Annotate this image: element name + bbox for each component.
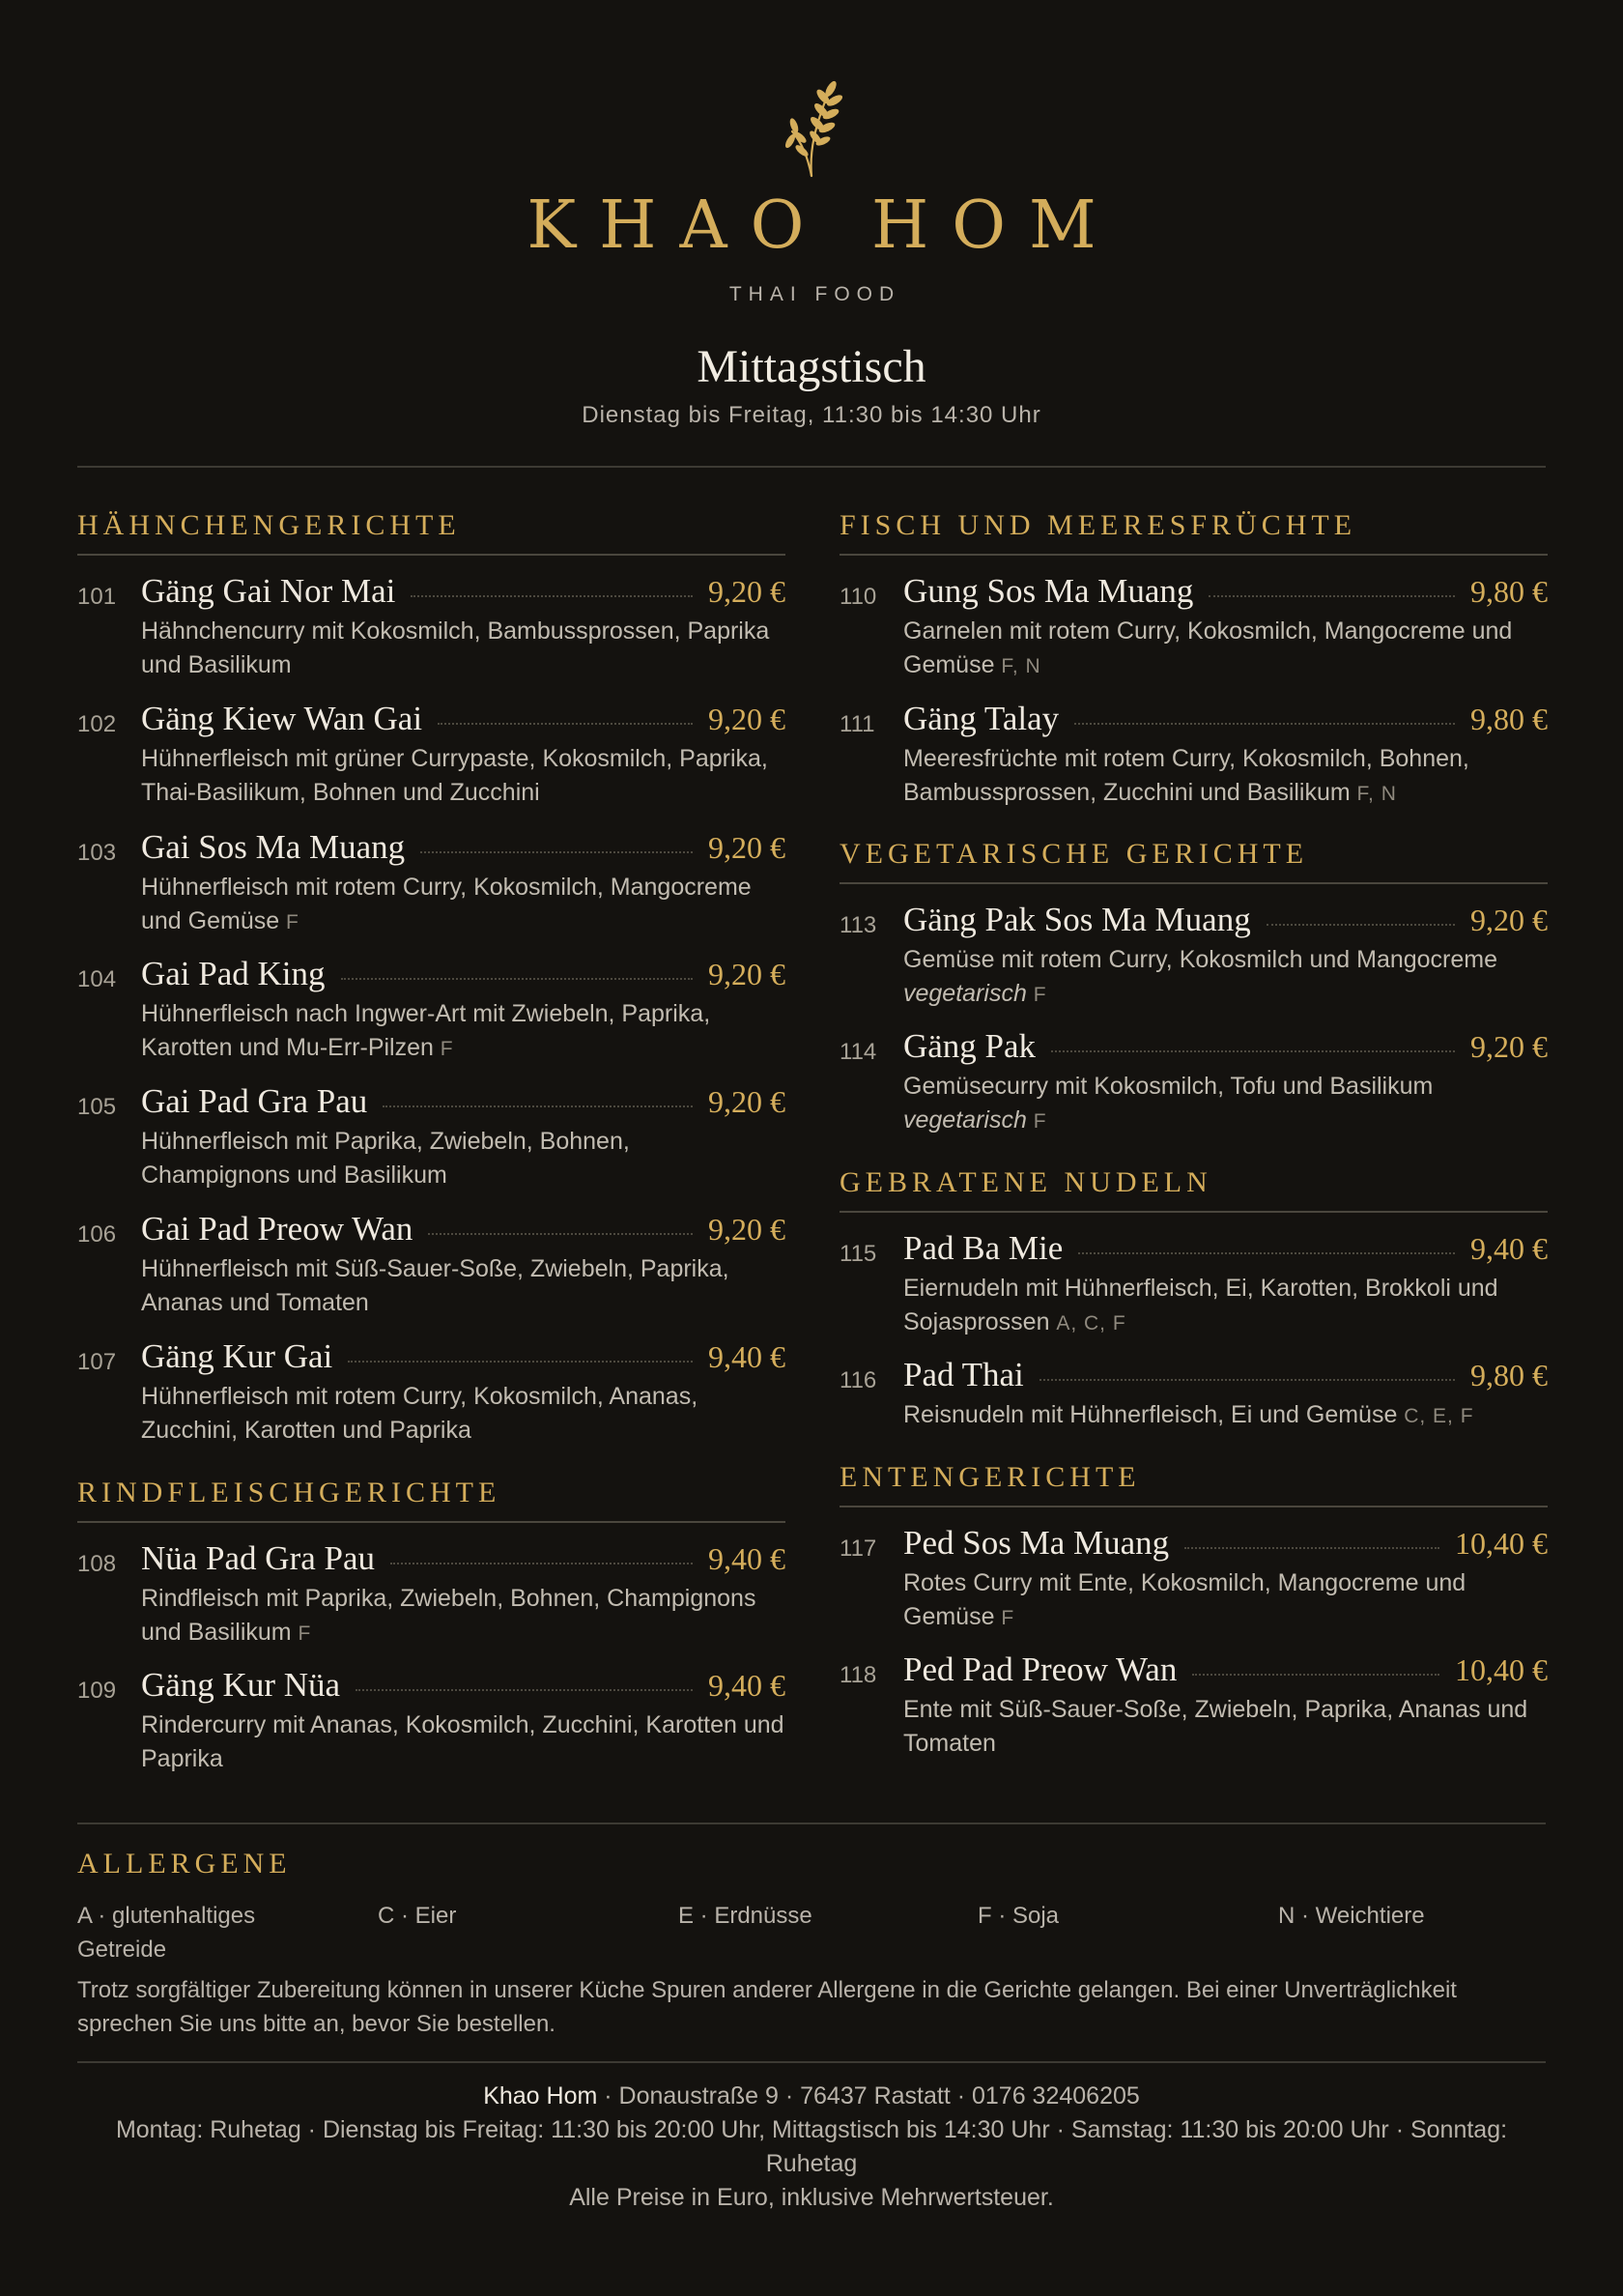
section-divider (77, 1521, 785, 1523)
item-name: Gai Pad King (141, 955, 326, 992)
item-name: Gäng Pak Sos Ma Muang (903, 901, 1251, 938)
dot-leader (1051, 1050, 1455, 1052)
item-name: Gäng Pak (903, 1027, 1037, 1065)
item-name: Gäng Talay (903, 700, 1060, 737)
item-name: Gäng Gai Nor Mai (141, 572, 396, 610)
item-allergens: F (994, 1607, 1015, 1629)
item-number: 111 (840, 711, 875, 737)
item-description (141, 997, 785, 1066)
item-description (903, 1693, 1548, 1762)
item-price: 9,40 € (1470, 1231, 1548, 1266)
item-name: Gäng Kiew Wan Gai (141, 700, 423, 737)
item-price: 9,40 € (708, 1541, 785, 1576)
item-allergens: F (1026, 984, 1047, 1006)
brand-tagline: THAI FOOD (728, 283, 901, 305)
dot-leader (1078, 1252, 1455, 1254)
item-name: Pad Ba Mie (903, 1229, 1064, 1267)
item-description-text: Eiernudeln mit Hühnerfleisch, Ei, Karotten, Brokkoli und Sojasprossen (903, 1275, 1498, 1335)
item-allergens: A, C, F (1049, 1312, 1126, 1335)
item-price: 9,80 € (1470, 574, 1548, 609)
item-price: 10,40 € (1455, 1652, 1548, 1687)
item-number: 113 (840, 912, 877, 938)
brand-name: KHAO HOM (527, 187, 1120, 264)
item-price: 9,20 € (708, 957, 785, 991)
item-description (141, 1582, 785, 1650)
item-diet-note: vegetarisch (903, 1106, 1027, 1134)
item-price: 9,20 € (1470, 903, 1548, 937)
item-price: 9,20 € (708, 1084, 785, 1119)
item-price: 9,80 € (1470, 1358, 1548, 1392)
item-number: 109 (77, 1678, 117, 1704)
item-description-text: Rindfleisch mit Paprika, Zwiebeln, Bohnen, Champignons und Basilikum (141, 1585, 756, 1646)
item-allergens: F (291, 1622, 312, 1645)
section-divider (840, 554, 1548, 556)
item-description (141, 742, 785, 811)
section-title-veg: VEGETARISCHE GERICHTE (840, 838, 1309, 870)
item-description (903, 1398, 1548, 1433)
item-price: 9,20 € (708, 830, 785, 865)
item-description (141, 1708, 785, 1777)
business-name: Khao Hom (483, 2082, 598, 2109)
section-divider (840, 1506, 1548, 1507)
item-price: 9,40 € (708, 1668, 785, 1703)
dot-leader (356, 1689, 693, 1691)
item-number: 116 (840, 1367, 877, 1393)
allergen-entry: N · Weichtiere (1278, 1903, 1425, 1929)
item-description-text: Ente mit Süß-Sauer-Soße, Zwiebeln, Paprika, Ananas und Tomaten (903, 1696, 1528, 1757)
item-number: 103 (77, 840, 117, 866)
item-number: 118 (840, 1662, 877, 1688)
item-name: Nüa Pad Gra Pau (141, 1539, 376, 1577)
section-divider (840, 882, 1548, 884)
section-title-beef: RINDFLEISCHGERICHTE (77, 1477, 501, 1508)
allergen-entry: F · Soja (978, 1903, 1060, 1929)
item-price: 9,40 € (708, 1339, 785, 1374)
item-number: 115 (840, 1241, 877, 1267)
dot-leader (438, 723, 693, 725)
section-divider (77, 554, 785, 556)
allergen-entry: E · Erdnüsse (678, 1903, 812, 1929)
item-description-text: Hühnerfleisch mit grüner Currypaste, Kokosmilch, Paprika, Thai-Basilikum, Bohnen und Zucchini (141, 745, 768, 806)
item-price: 9,20 € (708, 702, 785, 736)
item-name: Ped Pad Preow Wan (903, 1650, 1178, 1688)
allergen-entry: A · glutenhaltiges Getreide (77, 1903, 256, 1963)
item-price: 9,20 € (708, 1212, 785, 1247)
item-description (903, 742, 1548, 811)
item-name: Gai Pad Gra Pau (141, 1082, 368, 1120)
item-allergens: C, E, F (1397, 1405, 1474, 1427)
item-description (141, 1380, 785, 1449)
dot-leader (348, 1361, 693, 1363)
item-description-text: Gemüsecurry mit Kokosmilch, Tofu und Basilikum (903, 1073, 1434, 1100)
item-description (903, 615, 1548, 683)
footer-price-note: Alle Preise in Euro, inklusive Mehrwertsteuer. (569, 2184, 1054, 2211)
item-name: Gäng Kur Gai (141, 1337, 333, 1375)
item-allergens: F (279, 911, 299, 933)
item-name: Ped Sos Ma Muang (903, 1524, 1170, 1562)
dot-leader (341, 978, 693, 980)
item-price: 10,40 € (1455, 1526, 1548, 1561)
dot-leader (1209, 595, 1455, 597)
item-description-text: Rindercurry mit Ananas, Kokosmilch, Zucchini, Karotten und Paprika (141, 1711, 784, 1772)
header-divider (77, 466, 1546, 468)
item-allergens: F, N (994, 655, 1041, 677)
allergens-title: ALLERGENE (77, 1848, 292, 1880)
item-name: Gai Pad Preow Wan (141, 1210, 413, 1248)
footer-divider (77, 2061, 1546, 2063)
item-allergens: F, N (1350, 783, 1397, 805)
item-description-text: Hähnchencurry mit Kokosmilch, Bambussprossen, Paprika und Basilikum (141, 617, 770, 678)
item-allergens: F (433, 1038, 454, 1060)
section-title-noodles: GEBRATENE NUDELN (840, 1166, 1212, 1198)
item-description (141, 615, 785, 683)
item-description-text: Rotes Curry mit Ente, Kokosmilch, Mangocreme und Gemüse (903, 1569, 1466, 1630)
item-description (903, 1566, 1548, 1635)
item-number: 117 (840, 1535, 877, 1562)
item-description (903, 1070, 1548, 1138)
section-title-chicken: HÄHNCHENGERICHTE (77, 509, 461, 541)
item-description-text: Hühnerfleisch mit Paprika, Zwiebeln, Bohnen, Champignons und Basilikum (141, 1128, 630, 1189)
item-description-text: Hühnerfleisch nach Ingwer-Art mit Zwiebeln, Paprika, Karotten und Mu-Err-Pilzen (141, 1000, 711, 1061)
item-description (141, 871, 785, 939)
item-name: Pad Thai (903, 1356, 1024, 1393)
address-text: · Donaustraße 9 · 76437 Rastatt · 0176 32406205 (597, 2082, 1140, 2109)
allergen-entry: C · Eier (378, 1903, 457, 1929)
item-number: 110 (840, 584, 877, 610)
logo (0, 75, 1623, 182)
item-description-text: Hühnerfleisch mit Süß-Sauer-Soße, Zwiebeln, Paprika, Ananas und Tomaten (141, 1255, 729, 1316)
footer-hours: Montag: Ruhetag · Dienstag bis Freitag: 11:30 bis 20:00 Uhr, Mittagstisch bis 14:30 Uhr · Samstag: 11:30 bis 20:00 Uhr · Sonntag: Ruhetag (115, 2116, 1508, 2177)
item-description-text: Hühnerfleisch mit rotem Curry, Kokosmilch, Mangocreme und Gemüse (141, 874, 752, 934)
item-description-text: Meeresfrüchte mit rotem Curry, Kokosmilch, Bohnen, Bambussprossen, Zucchini und Basilikum (903, 745, 1469, 806)
dot-leader (1267, 924, 1455, 926)
dot-leader (383, 1105, 693, 1107)
item-number: 106 (77, 1221, 117, 1248)
item-number: 104 (77, 966, 117, 992)
item-price: 9,20 € (708, 574, 785, 609)
item-name: Gung Sos Ma Muang (903, 572, 1194, 610)
item-name: Gäng Kur Nüa (141, 1666, 341, 1704)
item-number: 105 (77, 1094, 117, 1120)
item-description (903, 1272, 1548, 1340)
item-number: 108 (77, 1551, 117, 1577)
item-number: 107 (77, 1349, 117, 1375)
item-number: 114 (840, 1039, 877, 1065)
dot-leader (1192, 1674, 1439, 1676)
dot-leader (1184, 1547, 1439, 1549)
item-diet-note: vegetarisch (903, 980, 1027, 1007)
section-title-fish: FISCH UND MEERESFRÜCHTE (840, 509, 1357, 541)
page-subtitle: Dienstag bis Freitag, 11:30 bis 14:30 Uhr (582, 402, 1041, 428)
dot-leader (1039, 1379, 1455, 1381)
item-price: 9,20 € (1470, 1029, 1548, 1064)
item-allergens: F (1026, 1110, 1047, 1133)
dot-leader (1074, 723, 1455, 725)
item-description-text: Hühnerfleisch mit rotem Curry, Kokosmilch, Ananas, Zucchini, Karotten und Paprika (141, 1383, 698, 1444)
footer-address (77, 2080, 1546, 2113)
item-description (141, 1252, 785, 1321)
item-description (141, 1125, 785, 1193)
item-description-text: Garnelen mit rotem Curry, Kokosmilch, Mangocreme und Gemüse (903, 617, 1513, 678)
dot-leader (428, 1233, 693, 1235)
item-name: Gai Sos Ma Muang (141, 828, 406, 866)
dot-leader (411, 595, 693, 597)
section-title-duck: ENTENGERICHTE (840, 1461, 1141, 1493)
page-title: Mittagstisch (697, 341, 926, 392)
rice-plant-icon (773, 75, 850, 182)
item-description-text: Gemüse mit rotem Curry, Kokosmilch und Mangocreme (903, 946, 1498, 973)
allergen-divider (77, 1822, 1546, 1824)
item-number: 102 (77, 711, 117, 737)
allergen-note: Trotz sorgfältiger Zubereitung können in unserer Küche Spuren anderer Allergene in die Gerichte gelangen. Bei einer Unverträglichkeit sprechen Sie uns bitte an, bevor Sie bestellen. (77, 1977, 1457, 2037)
item-number: 101 (77, 584, 117, 610)
item-description (903, 943, 1548, 1012)
section-divider (840, 1211, 1548, 1213)
item-description-text: Reisnudeln mit Hühnerfleisch, Ei und Gemüse (903, 1401, 1398, 1428)
dot-leader (390, 1563, 693, 1564)
dot-leader (420, 851, 693, 853)
item-price: 9,80 € (1470, 702, 1548, 736)
